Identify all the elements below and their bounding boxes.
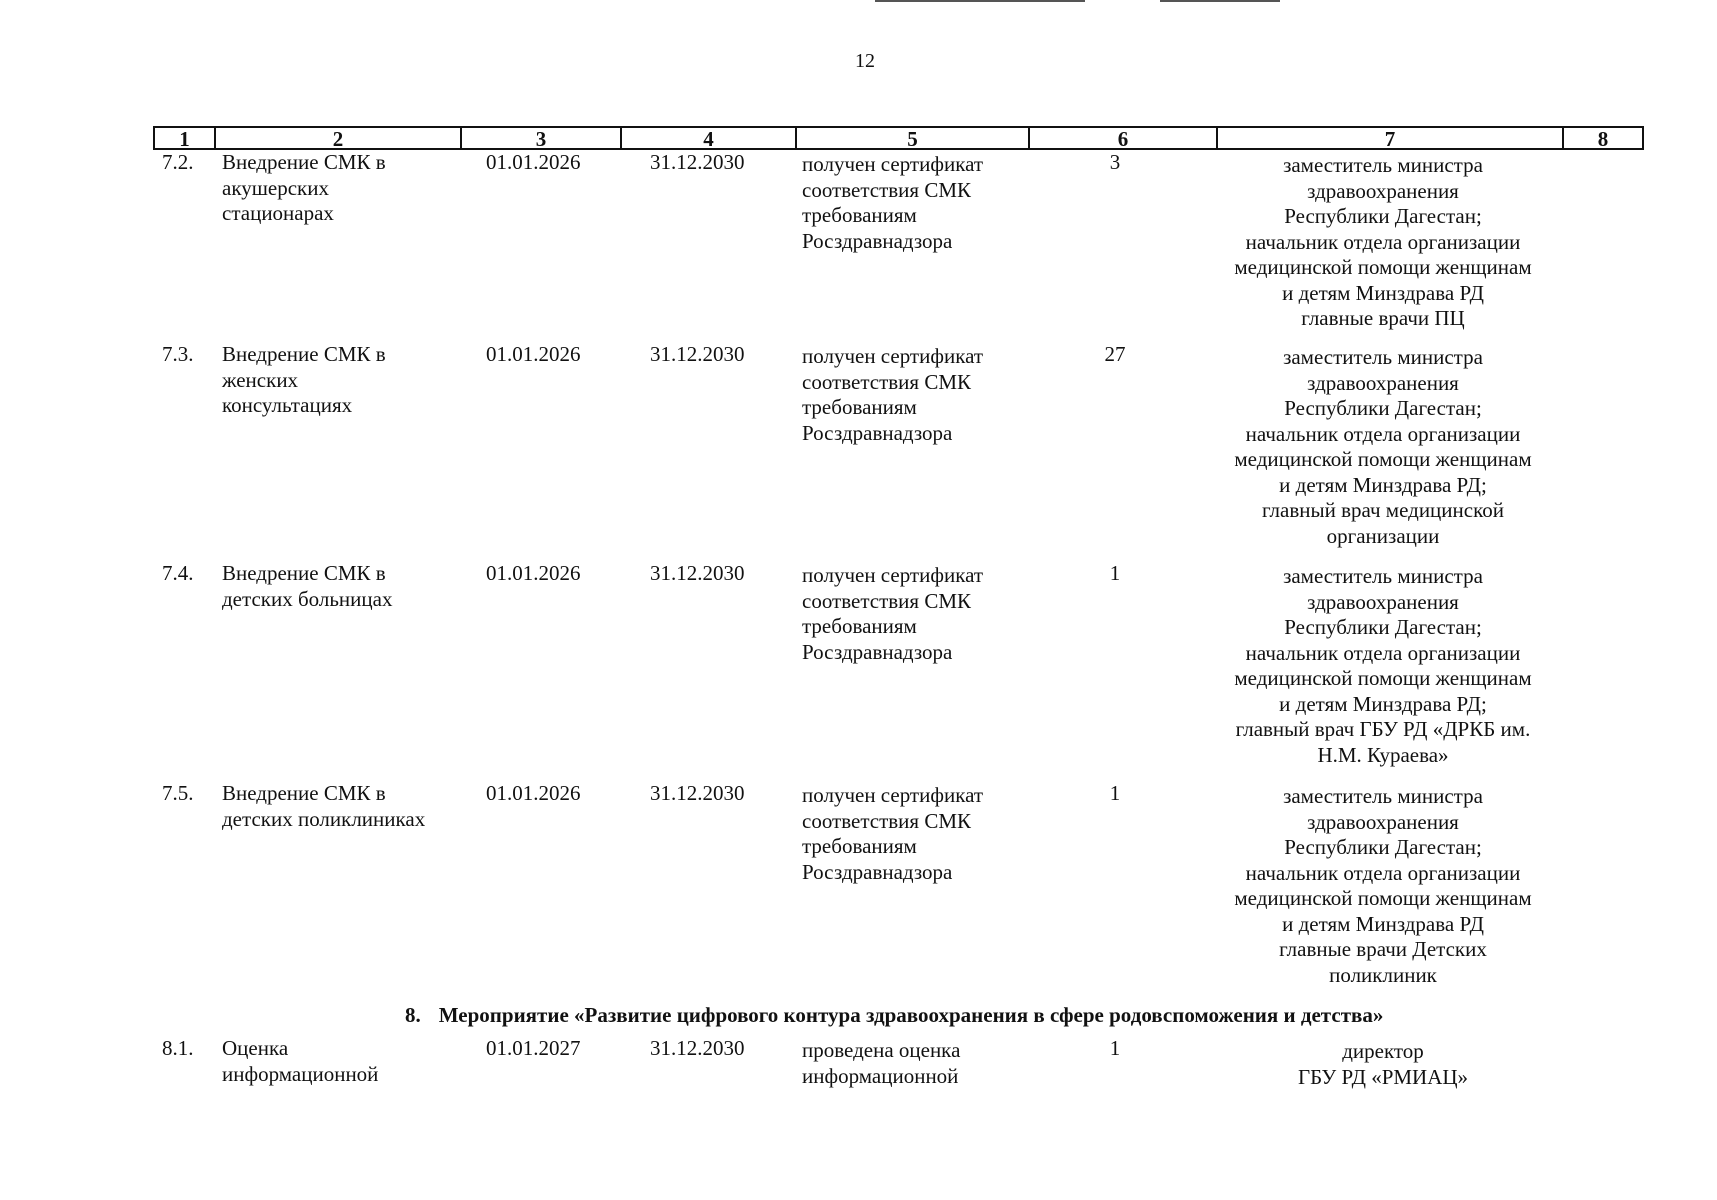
row-responsible-line: Н.М. Кураева»: [1317, 742, 1449, 767]
row-name-line: Внедрение СМК в: [222, 342, 386, 366]
row-quantity: 3: [1109, 150, 1121, 174]
row-start-date: 01.01.2026: [486, 561, 581, 585]
row-name-word: СМК: [323, 561, 371, 585]
row-responsible-line: главные врачи Детских: [1279, 937, 1487, 961]
row-number: 7.5.: [162, 781, 194, 805]
row-responsible-line: здравоохранения: [1307, 370, 1459, 395]
row-number: 8.1.: [162, 1036, 194, 1060]
row-result-line: получен сертификат: [802, 152, 984, 176]
row-responsible: [1208, 784, 1558, 988]
row-end-date: 31.12.2030: [650, 342, 745, 366]
row-name: [222, 1036, 444, 1087]
row-name-word: в: [375, 561, 386, 585]
row-name-line: акушерских: [222, 175, 329, 200]
row-name-line: Оценка: [222, 1036, 289, 1060]
row-result-line: Росздравнадзора: [802, 859, 953, 884]
row-result-line: соответствия СМК: [802, 808, 972, 833]
row-responsible-line: организации: [1326, 523, 1440, 548]
row-result: [802, 152, 983, 254]
row-responsible-line: и детям Минздрава РД;: [1279, 472, 1487, 497]
row-number: 7.2.: [162, 150, 194, 174]
row-responsible-line: поликлиник: [1329, 962, 1437, 987]
row-responsible: [1208, 345, 1558, 549]
row-result-line: Росздравнадзора: [802, 639, 953, 664]
row-name: [222, 342, 444, 419]
row-responsible-line: заместитель министра: [1283, 345, 1483, 369]
row-result-line: требованиям: [802, 203, 917, 227]
row-name-word: Внедрение: [222, 561, 319, 585]
row-result-line: Росздравнадзора: [802, 228, 953, 253]
row-result: [802, 783, 983, 885]
row-result-line: информационной: [802, 1063, 959, 1088]
table-header-row: [153, 126, 1644, 150]
row-name-line: информационной: [222, 1061, 379, 1086]
row-start-date: 01.01.2026: [486, 342, 581, 366]
top-rule-right: [1160, 0, 1280, 2]
header-col-2: 2: [214, 128, 460, 148]
row-quantity: 1: [1109, 561, 1121, 585]
page-number: 12: [855, 50, 875, 72]
row-result-line: Росздравнадзора: [802, 420, 953, 445]
row-result-line: получен сертификат: [802, 563, 984, 587]
row-responsible-line: медицинской помощи женщинам: [1234, 886, 1532, 910]
row-result-line: получен сертификат: [802, 783, 984, 807]
row-responsible-line: и детям Минздрава РД;: [1279, 691, 1487, 716]
row-name: [222, 150, 444, 227]
row-end-date: 31.12.2030: [650, 561, 745, 585]
row-quantity: 27: [1104, 342, 1126, 366]
row-result: [802, 1038, 960, 1089]
top-rule-left: [875, 0, 1085, 2]
row-result: [802, 344, 983, 446]
row-responsible-line: и детям Минздрава РД: [1282, 911, 1484, 936]
row-name-line: детских поликлиниках: [222, 806, 426, 831]
row-name-line: Внедрение СМК в: [222, 150, 386, 174]
row-start-date: 01.01.2026: [486, 150, 581, 174]
row-responsible: [1208, 564, 1558, 768]
row-responsible-line: главные врачи ПЦ: [1301, 306, 1465, 330]
row-responsible: [1208, 153, 1558, 332]
row-responsible-line: заместитель министра: [1283, 153, 1483, 177]
row-result-line: требованиям: [802, 614, 917, 638]
row-name-line: [222, 561, 444, 587]
row-name-line: Внедрение СМК в: [222, 781, 386, 805]
row-responsible-line: медицинской помощи женщинам: [1234, 447, 1532, 471]
section-heading: [405, 1002, 1383, 1028]
row-quantity: 1: [1109, 781, 1121, 805]
row-result-line: требованиям: [802, 395, 917, 419]
header-col-5: 5: [795, 128, 1028, 148]
row-responsible-line: Республики Дагестан;: [1284, 615, 1482, 639]
row-responsible-line: ГБУ РД «РМИАЦ»: [1297, 1064, 1469, 1089]
header-col-4: 4: [620, 128, 795, 148]
row-start-date: 01.01.2026: [486, 781, 581, 805]
row-responsible-line: Республики Дагестан;: [1284, 835, 1482, 859]
row-responsible-line: и детям Минздрава РД: [1282, 280, 1484, 305]
row-responsible-line: Республики Дагестан;: [1284, 204, 1482, 228]
row-responsible-line: заместитель министра: [1283, 564, 1483, 588]
header-col-3: 3: [460, 128, 620, 148]
header-col-8: 8: [1562, 128, 1642, 148]
row-responsible-line: медицинской помощи женщинам: [1234, 666, 1532, 690]
row-number: 7.4.: [162, 561, 194, 585]
section-title-text: Мероприятие «Развитие цифрового контура здравоохранения в сфере родовспоможения и детства»: [438, 1003, 1384, 1027]
row-result-line: проведена оценка: [802, 1038, 961, 1062]
row-responsible: [1208, 1039, 1558, 1090]
row-responsible-line: здравоохранения: [1307, 589, 1459, 614]
row-responsible-line: здравоохранения: [1307, 809, 1459, 834]
row-start-date: 01.01.2027: [486, 1036, 581, 1060]
row-quantity: 1: [1109, 1036, 1121, 1060]
row-result-line: соответствия СМК: [802, 177, 972, 202]
header-col-1: 1: [179, 127, 190, 151]
row-responsible-line: главный врач медицинской: [1262, 498, 1504, 522]
row-responsible-line: начальник отдела организации: [1245, 229, 1521, 254]
row-responsible-line: директор: [1342, 1039, 1424, 1063]
row-responsible-line: Республики Дагестан;: [1284, 396, 1482, 420]
row-responsible-line: заместитель министра: [1283, 784, 1483, 808]
row-responsible-line: начальник отдела организации: [1245, 421, 1521, 446]
section-number: 8.: [405, 1003, 421, 1027]
row-name: [222, 781, 444, 832]
row-name: [222, 561, 444, 612]
row-result-line: получен сертификат: [802, 344, 984, 368]
row-responsible-line: здравоохранения: [1307, 178, 1459, 203]
row-responsible-line: главный врач ГБУ РД «ДРКБ им.: [1235, 717, 1531, 741]
row-responsible-line: медицинской помощи женщинам: [1234, 255, 1532, 279]
header-col-7: 7: [1216, 128, 1562, 148]
row-name-line: детских больницах: [222, 586, 393, 611]
row-name-line: стационарах: [222, 201, 334, 225]
header-col-6: 6: [1028, 128, 1216, 148]
row-name-line: женских: [222, 367, 299, 392]
row-responsible-line: начальник отдела организации: [1245, 640, 1521, 665]
row-result: [802, 563, 983, 665]
row-number: 7.3.: [162, 342, 194, 366]
row-responsible-line: начальник отдела организации: [1245, 860, 1521, 885]
row-end-date: 31.12.2030: [650, 150, 745, 174]
row-end-date: 31.12.2030: [650, 781, 745, 805]
row-result-line: требованиям: [802, 834, 917, 858]
row-result-line: соответствия СМК: [802, 369, 972, 394]
row-end-date: 31.12.2030: [650, 1036, 745, 1060]
row-name-line: консультациях: [222, 393, 353, 417]
row-result-line: соответствия СМК: [802, 588, 972, 613]
